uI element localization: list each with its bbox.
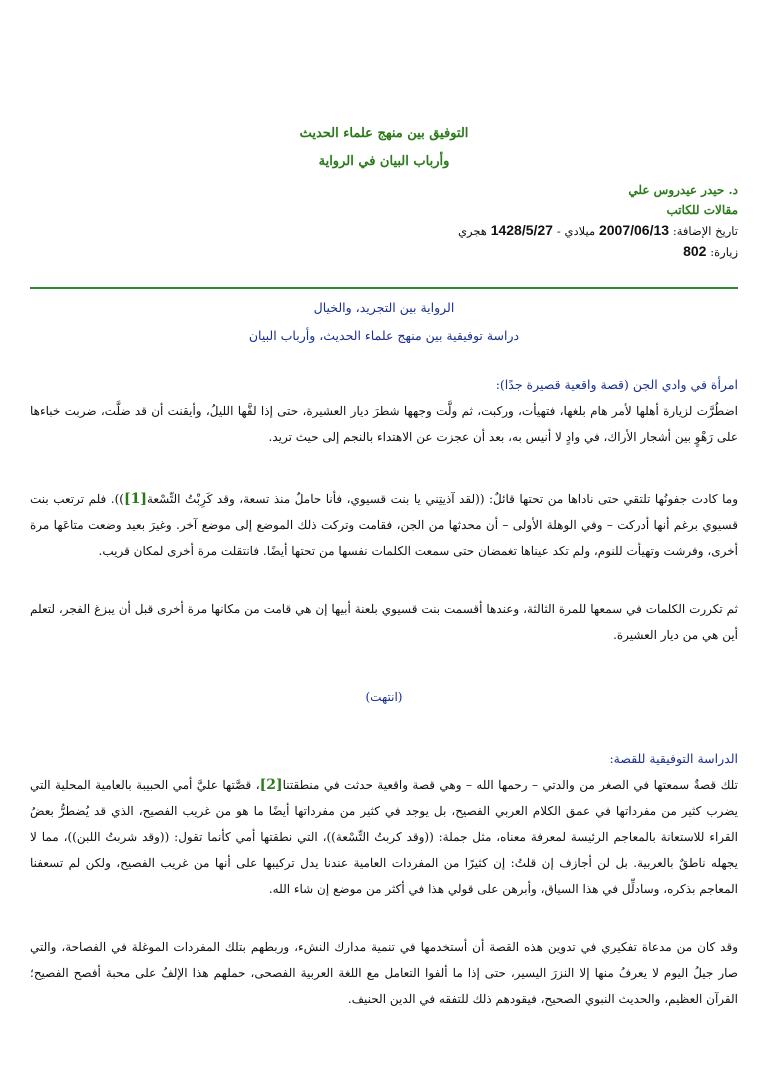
article-meta (30, 180, 738, 262)
date-label: تاريخ الإضافة: (672, 224, 738, 238)
article-title (30, 120, 738, 176)
study-paragraph-1-end: ، قصَّتها عليَّ أمي الحبيبة بالعامية المحلية التي يضرب كثير من مفرداتها في عمق الكلام العربي الفصيح، بل يوجد في كثير من مفرداتها أيضًا ما هو من غريب الفصيح، الذي قد يُضطرُّ بعضُ القراء للاستعانة بالمعاجم الرئيسة لمعرفة معناه، مثل جملة: ((وقد كربتُ التِّسْعة))، التي نطقتها أمي كأنما تقول: ((وقد شربتُ اللبن))، مما لا يجهله ناطقٌ بالعربية. بل لن أجازف إن قلتُ: إن كثيرًا من المفردات العامية عندنا يدل تركيبها على أنها من غريب الفصيح، ولكن لم تسعفنا المعاجم بذكره، وسادلِّل في هذا السياق، وأبرهن على قولي هذا في أكثر من موضع إن شاء الله. (30, 778, 738, 896)
article-body (30, 372, 738, 1012)
story-paragraph-2 (30, 486, 738, 564)
section-divider (30, 287, 738, 289)
story-paragraph-3: ثم تكررت الكلمات في سمعها للمرة الثالثة، وعندها أقسمت بنت قسيوي بلعنة أبيها إن هي قامت من مكانها مرة أخرى قبل أن يبزغ الفجر، لتعلم أين هي من ديار العشيرة. (30, 602, 738, 642)
paragraph-gap (30, 450, 738, 486)
author-articles-link[interactable]: مقالات للكاتب (666, 203, 738, 217)
paragraph-gap (30, 710, 738, 746)
study-paragraph-1-start: تلك قصةٌ سمعتها في الصغر من والدتي – رحمها الله – وهي قصة واقعية حدثت في منطقتنا (282, 778, 738, 792)
paragraph-gap (30, 902, 738, 934)
story-paragraph-2-start: وما كادت جفونُها تلتقي حتى ناداها من تحتها قائلٌ: ((لقد آذيتِني يا بنت قسيوي، فأنا حاملٌ منذ تسعة، وقد كَرِبْتُ التِّسْعة (146, 492, 738, 506)
hijri-suffix: هجري (458, 224, 487, 238)
paragraph-gap (30, 648, 738, 684)
study-paragraph-1 (30, 772, 738, 902)
title-line-2: وأرباب البيان في الرواية (318, 154, 450, 169)
visits (30, 241, 738, 262)
paragraph-gap (30, 564, 738, 596)
story-paragraph-2-end: )). فلم ترتعب بنت قسيوي برغم أنها أدركت – وفي الوهلة الأولى – أن محدثها من الجن، فقامت وتركت ذلك الموضع إلى موضع آخر. وغيرَ بعيد وضعت متاعَها مرة أخرى، وفرشت وتهيأت للنوم، ولم تكد عيناها تغمضان حتى سمعت الكلمات نفسها من تحتها أيضًا. فانتقلت مرة أخرى لمكان قريب. (30, 492, 738, 558)
date-separator: - (556, 224, 561, 238)
study-heading: الدراسة التوفيقية للقصة: (609, 751, 738, 766)
subtitle-line-2: دراسة توفيقية بين منهج علماء الحديث، وأرباب البيان (248, 328, 520, 343)
author-link[interactable]: د. حيدر عيدروس علي (628, 183, 738, 197)
visits-label: زيارة: (710, 245, 738, 259)
visits-count: 802 (683, 243, 707, 259)
story-heading: امرأة في وادي الجن (قصة واقعية قصيرة جدًا): (495, 377, 738, 392)
footnote-ref-2[interactable]: [2] (259, 777, 283, 793)
title-line-1: التوفيق بين منهج علماء الحديث (299, 126, 469, 141)
article-page (30, 0, 738, 1088)
date-added (30, 220, 738, 241)
subtitle-line-1: الرواية بين التجريد، والخيال (313, 300, 455, 315)
article-subtitle (30, 294, 738, 350)
story-paragraph-1: اضطُرَّت لزيارة أهلها لأمر هام بلغها، فتهيأت، وركبت، ثم ولَّت وجهها شطرَ ديار العشيرة، حتى إذا لفَّها الليلُ، وأيقنت أن قد ضلَّت، ضربت خباءها على رَهْوٍ بين أشجار الأراك، في وادٍ لا أنيس به، بعد أن عجزت عن الاهتداء بالنجم إلى حيث تريد. (30, 404, 738, 444)
date-gregorian: 2007/06/13 (598, 222, 670, 238)
footnote-ref-1[interactable]: [1] (123, 491, 147, 507)
date-hijri: 1428/5/27 (490, 222, 553, 238)
story-end-marker: (انتهت) (365, 690, 403, 704)
study-paragraph-2: وقد كان من مدعاة تفكيري في تدوين هذه القصة أن أستخدمها في تنمية مدارك النشء، وربطهم بتلك المفردات الموغلة في الفصاحة، والتي صار جيلُ اليوم لا يعرفُ منها إلا النزرَ اليسير، حتى إذا ما ألفوا التعامل مع اللغة العربية الفصحى، حملهم هذا الإلفُ على محبة أفصح الفصيح؛ القرآن العظيم، والحديث النبوي الصحيح، فيقودهم ذلك للتفقه في الدين الحنيف. (30, 940, 738, 1006)
gregorian-suffix: ميلادي (564, 224, 596, 238)
